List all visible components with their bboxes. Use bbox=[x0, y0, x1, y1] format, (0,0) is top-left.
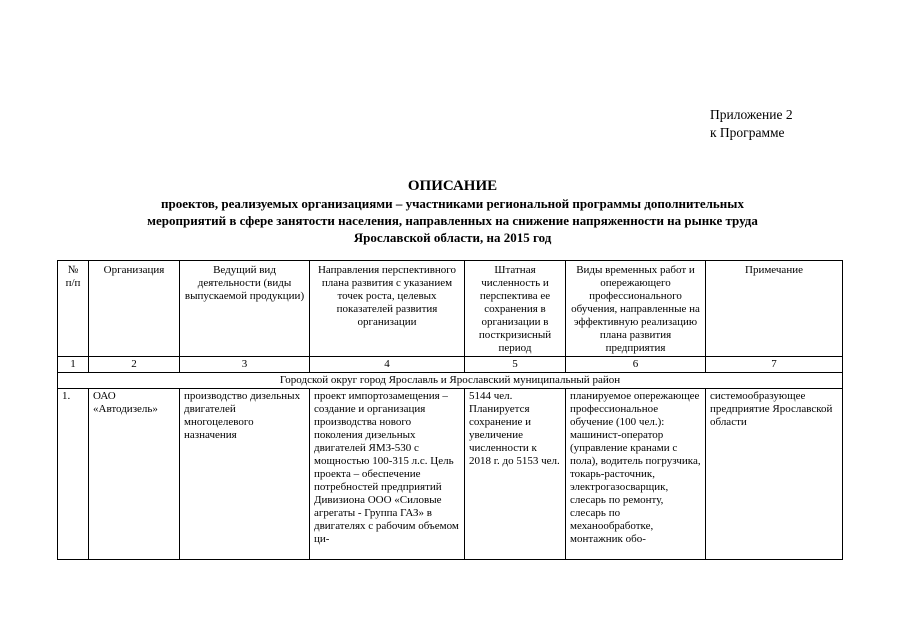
row-activity: производство дизельных двигателей многоцелевого назначения bbox=[184, 390, 301, 441]
appendix-line-1: Приложение 2 bbox=[710, 107, 793, 122]
row-organization: ОАО «Автодизель» bbox=[93, 390, 158, 415]
row-staff: 5144 чел. Планируется сохранение и увеличение численности к 2018 г. до 5153 чел. bbox=[469, 390, 560, 467]
title-line-2: мероприятий в сфере занятости населения, направленных на снижение напряженности на рынке труда bbox=[147, 213, 758, 228]
column-number: 6 bbox=[566, 357, 706, 373]
column-number: 3 bbox=[180, 357, 310, 373]
column-number: 2 bbox=[89, 357, 180, 373]
column-number: 4 bbox=[310, 357, 465, 373]
title-line-3: Ярославской области, на 2015 год bbox=[353, 230, 552, 245]
row-note: системообразующее предприятие Ярославской области bbox=[710, 390, 833, 428]
projects-table bbox=[57, 260, 843, 560]
header-note: Примечание bbox=[706, 261, 843, 357]
row-number: 1. bbox=[62, 390, 71, 402]
document-title bbox=[60, 178, 845, 246]
table-header-row bbox=[58, 261, 843, 357]
header-organization: Организация bbox=[89, 261, 180, 357]
header-staff: Штатная численность и перспектива ее сохранения в организации в посткризисный период bbox=[465, 261, 566, 357]
title-line-1: проектов, реализуемых организациями – участниками региональной программы дополнительных bbox=[161, 196, 744, 211]
column-number: 1 bbox=[58, 357, 89, 373]
column-number: 7 bbox=[706, 357, 843, 373]
appendix-label bbox=[710, 106, 793, 142]
title-main: ОПИСАНИЕ bbox=[407, 178, 498, 194]
section-title: Городской округ город Ярославль и Ярославский муниципальный район bbox=[58, 373, 843, 389]
row-plan: проект импортозамещения – создание и организация производства нового поколения дизельных двигателей ЯМЗ-530 с мощностью 100-315 л.с. Цель проекта – обеспечение потребностей предприятий Дивизиона ООО «Силовые агрегаты - Группа ГАЗ» в двигателях с рабочим объемом ци- bbox=[314, 390, 459, 545]
header-activity: Ведущий вид деятельности (виды выпускаемой продукции) bbox=[180, 261, 310, 357]
table-row bbox=[58, 389, 843, 560]
column-number: 5 bbox=[465, 357, 566, 373]
header-plan: Направления перспективного плана развития с указанием точек роста, целевых показателей развития организации bbox=[310, 261, 465, 357]
section-row bbox=[58, 373, 843, 389]
appendix-line-2: к Программе bbox=[710, 125, 785, 140]
row-works: планируемое опережающее профессиональное обучение (100 чел.): машинист-оператор (управление кранами с пола), водитель погрузчика, токарь-расточник, электрогазосварщик, слесарь по ремонту, слесарь по механообработке, монтажник обо- bbox=[570, 390, 701, 545]
column-number-row bbox=[58, 357, 843, 373]
header-number: № п/п bbox=[58, 261, 89, 357]
header-works: Виды временных работ и опережающего профессионального обучения, направленные на эффективную реализацию плана развития предприятия bbox=[566, 261, 706, 357]
